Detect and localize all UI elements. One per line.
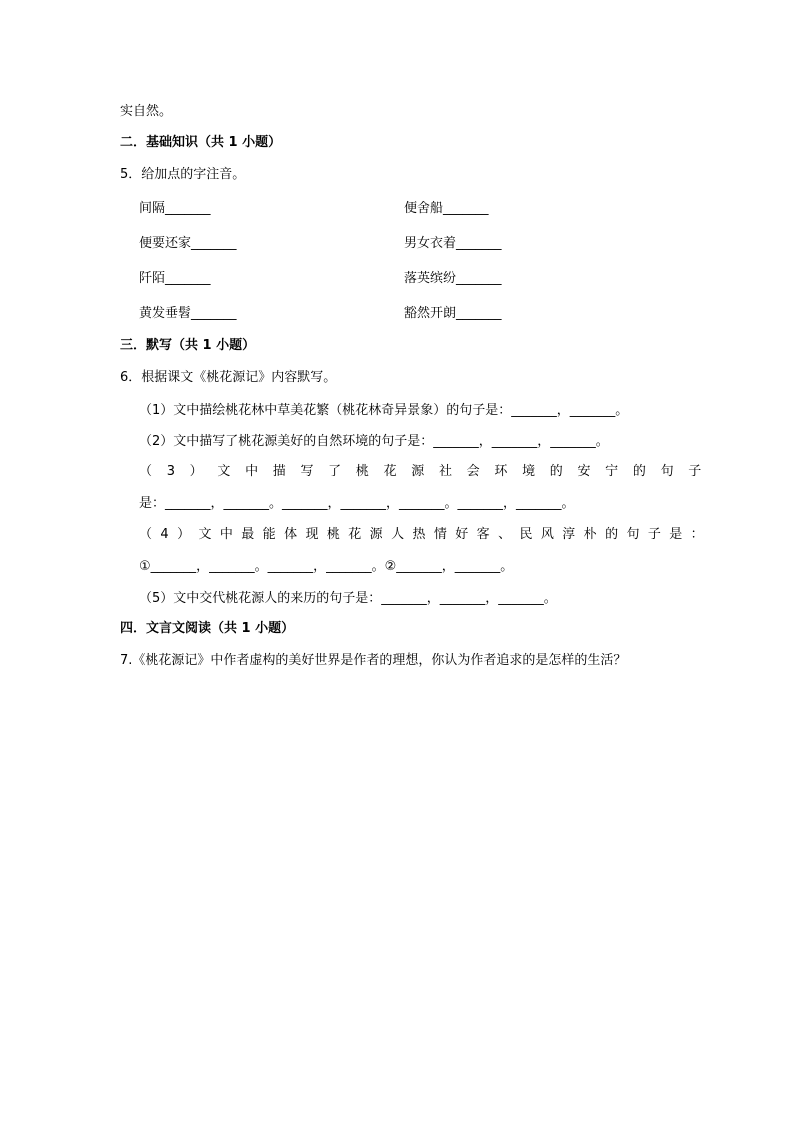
- question-6-sub-5: （5）文中交代桃花源人的来历的句子是：_______，_______，_______。: [139, 591, 557, 606]
- section-3-heading: 三．默写（共 1 小题）: [120, 338, 256, 353]
- question-6-sub-3-line-1: （3）文中描写了桃花源社会环境的安宁的句子: [139, 464, 716, 479]
- pinyin-item: 男女衣着_______: [404, 236, 502, 251]
- pinyin-item: 落英缤纷_______: [404, 271, 502, 286]
- intro-tail-text: 实自然。: [120, 104, 173, 119]
- question-6-sub-1: （1）文中描绘桃花林中草美花繁（桃花林奇异景象）的句子是：_______，_______。: [139, 403, 629, 418]
- section-2-heading: 二．基础知识（共 1 小题）: [120, 135, 282, 150]
- pinyin-item: 便要还家_______: [139, 236, 237, 251]
- pinyin-item: 黄发垂髫_______: [139, 306, 237, 321]
- pinyin-item: 间隔_______: [139, 201, 211, 216]
- question-7-text: 7.《桃花源记》中作者虚构的美好世界是作者的理想，你认为作者追求的是怎样的生活？: [120, 653, 627, 668]
- pinyin-item: 阡陌_______: [139, 271, 211, 286]
- question-6-sub-4-line-2: ①_______，_______。_______，_______。②_______，_______。: [139, 559, 514, 574]
- pinyin-item: 便舍船_______: [404, 201, 489, 216]
- question-6-sub-4-line-1: （4）文中最能体现桃花源人热情好客、民风淳朴的句子是：: [139, 527, 713, 542]
- question-6-sub-2: （2）文中描写了桃花源美好的自然环境的句子是：_______，_______，_______。: [139, 434, 609, 449]
- question-6-sub-3-line-2: 是：_______，_______。_______，_______，_______。_______，_______。: [139, 496, 575, 511]
- section-4-heading: 四．文言文阅读（共 1 小题）: [120, 621, 295, 636]
- question-5-prompt: 5．给加点的字注音。: [120, 167, 246, 182]
- question-6-prompt: 6．根据课文《桃花源记》内容默写。: [120, 370, 337, 385]
- pinyin-item: 豁然开朗_______: [404, 306, 502, 321]
